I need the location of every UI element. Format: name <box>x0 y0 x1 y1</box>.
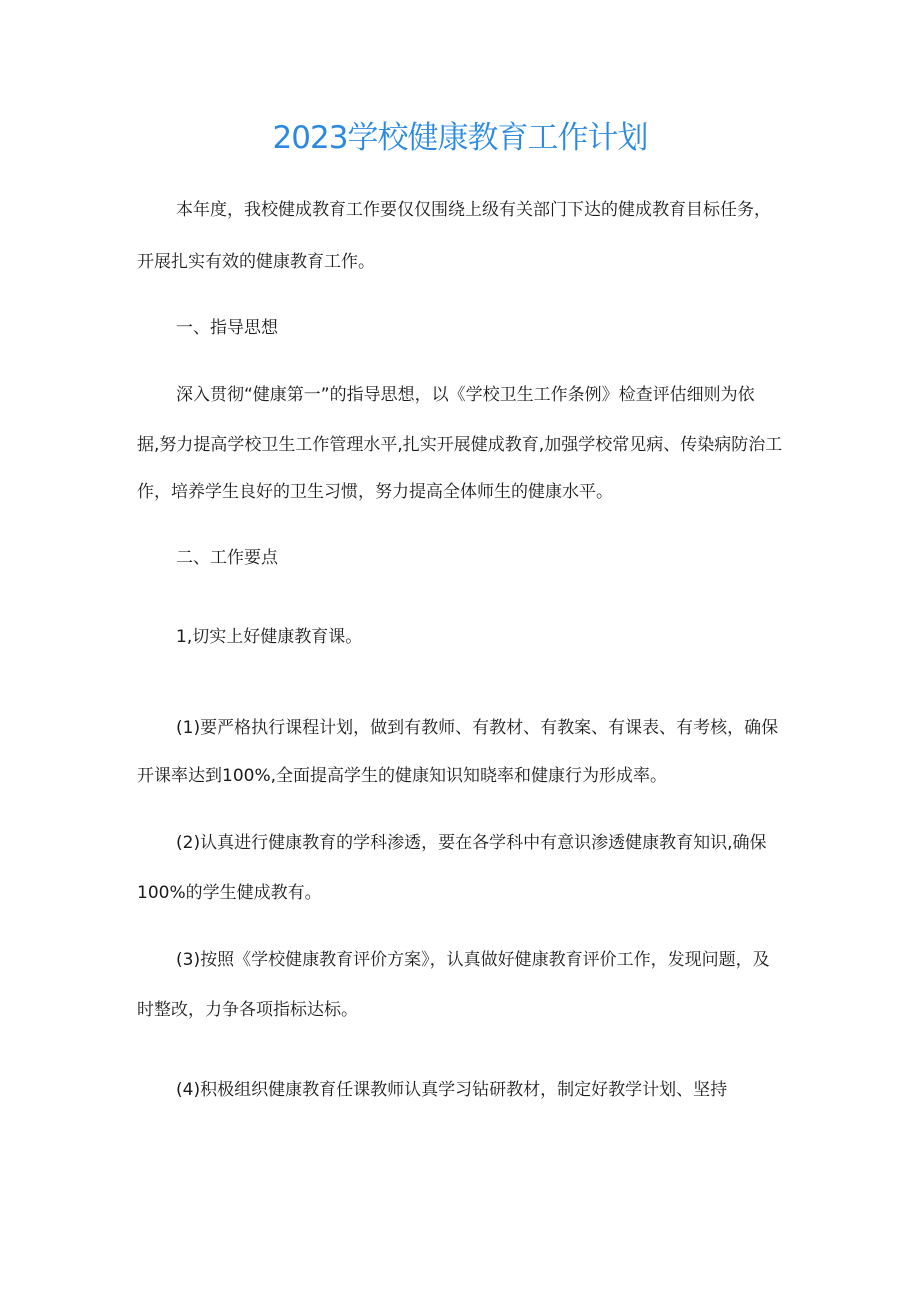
sub-item-4-line-1: (4)积极组织健康教育任课教师认真学习钻研教材，制定好教学计划、坚持 <box>176 1080 728 1100</box>
sub-item-1-line-1: (1)要严格执行课程计划，做到有教师、有教材、有教案、有课表、有考核，确保 <box>176 718 779 738</box>
sub-item-2-line-1: (2)认真进行健康教育的学科渗透，要在各学科中有意识渗透健康教育知识,确保 <box>176 833 767 853</box>
section-heading-guiding-ideology: 一、指导思想 <box>176 318 278 338</box>
sub-item-2-line-2: 100%的学生健成教有。 <box>137 883 322 903</box>
document-title: 2023学校健康教育工作计划 <box>272 120 648 156</box>
sub-item-3-line-1: (3)按照《学校健康教育评价方案》，认真做好健康教育评价工作，发现问题，及 <box>176 950 770 970</box>
section1-line-3: 作，培养学生良好的卫生习惯，努力提高全体师生的健康水平。 <box>137 482 613 502</box>
section-heading-work-points: 二、工作要点 <box>176 548 278 568</box>
section1-line-2: 据,努力提高学校卫生工作管理水平,扎实开展健成教育,加强学校常见病、传染病防治工 <box>137 435 783 455</box>
section1-line-1: 深入贯彻“健康第一”的指导思想，以《学校卫生工作条例》检查评估细则为依 <box>176 385 755 405</box>
intro-line-1: 本年度，我校健成教育工作要仅仅围绕上级有关部门下达的健成教育目标任务， <box>176 200 771 220</box>
sub-item-1-line-2: 开课率达到100%,全面提高学生的健康知识知晓率和健康行为形成率。 <box>137 766 668 786</box>
intro-line-2: 开展扎实有效的健康教育工作。 <box>137 252 375 272</box>
work-item-1: 1,切实上好健康教育课。 <box>176 627 363 647</box>
sub-item-3-line-2: 时整改，力争各项指标达标。 <box>137 1000 358 1020</box>
